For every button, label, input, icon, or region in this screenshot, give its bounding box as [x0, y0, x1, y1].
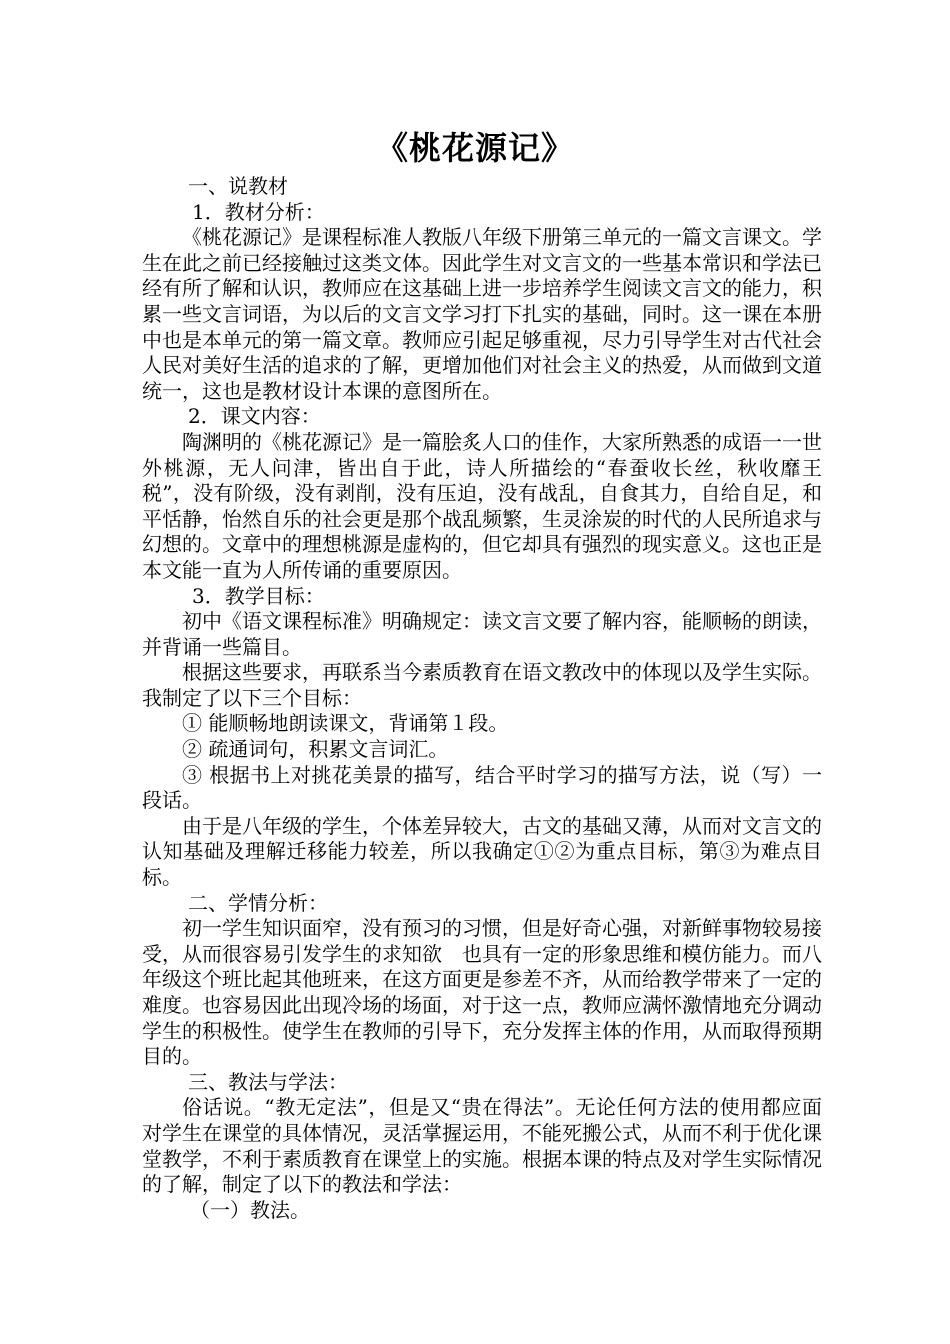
section-heading: 一、说教材 [188, 174, 288, 198]
subsection-heading: 3．教学目标： [192, 583, 325, 608]
paragraph: 俗话说。“教无定法”，但是又“贵在得法”。无论任何方法的使用都应面对学生在课堂的具体情况，灵活掌握运用，不能死搬公式，从而不利于优化课堂教学，不利于素质教育在课堂上的实施。根据本课的特点及对学生实际情况的了解，制定了以下的教法和学法： [142, 1095, 822, 1197]
paragraph: 初中《语文课程标准》明确规定：读文言文要了解内容，能顺畅的朗读，并背诵一些篇目。 [142, 609, 822, 659]
paragraph: 陶渊明的《桃花源记》是一篇脍炙人口的佳作，大家所熟悉的成语一一世外桃源，无人问津，皆出自于此，诗人所描绘的“春蚕收长丝，秋收靡王税”，没有阶级，没有剥削，没有压迫，没有战乱，自食其力，自给自足，和平恬静，怡然自乐的社会更是那个战乱频繁，生灵涂炭的时代的人民所追求与幻想的。文章中的理想桃源是虚构的，但它却具有强烈的现实意义。这也正是本文能一直为人所传诵的重要原因。 [142, 429, 822, 582]
list-item: ① 能顺畅地朗读课文，背诵第１段。 [182, 711, 509, 736]
list-item: ② 疏通词句，积累文言词汇。 [182, 737, 449, 762]
section-heading: 二、学情分析： [188, 890, 328, 915]
paragraph: 由于是八年级的学生，个体差异较大，古文的基础又薄，从而对文言文的认知基础及理解迁移能力较差，所以我确定①②为重点目标，第③为难点目标。 [142, 813, 822, 890]
document-title: 《桃花源记》 [375, 129, 574, 167]
paragraph: 初一学生知识面窄，没有预习的习惯，但是好奇心强，对新鲜事物较易接受，从而很容易引发学生的求知欲 也具有一定的形象思维和模仿能力。而八年级这个班比起其他班来，在这方面更是参差不齐，从而给教学带来了一定的难度。也容易因此出现冷场的场面，对于这一点，教师应满怀激情地充分调动学生的积极性。使学生在教师的引导下，充分发挥主体的作用，从而取得预期目的。 [142, 916, 822, 1069]
section-heading: 三、教法与学法： [188, 1069, 348, 1094]
subsection-heading: 2．课文内容： [188, 404, 321, 429]
subsection-heading: 1．教材分析： [192, 199, 325, 224]
document-body [142, 174, 822, 1223]
paragraph: 根据这些要求，再联系当今素质教育在语文教改中的体现以及学生实际。我制定了以下三个目标： [142, 660, 822, 710]
subsection-heading: （一）教法。 [190, 1197, 310, 1222]
paragraph: 《桃花源记》是课程标准人教版八年级下册第三单元的一篇文言课文。学生在此之前已经接触过这类文体。因此学生对文言文的一些基本常识和学法已经有所了解和认识，教师应在这基础上进一步培养学生阅读文言文的能力，积累一些文言词语，为以后的文言文学习打下扎实的基础，同时。这一课在本册中也是本单元的第一篇文章。教师应引起足够重视，尽力引导学生对古代社会人民对美好生活的追求的了解，更增加他们对社会主义的热爱，从而做到文道统一，这也是教材设计本课的意图所在。 [142, 225, 822, 403]
list-item: ③ 根据书上对挑花美景的描写，结合平时学习的描写方法，说（写）一段话。 [142, 762, 822, 813]
